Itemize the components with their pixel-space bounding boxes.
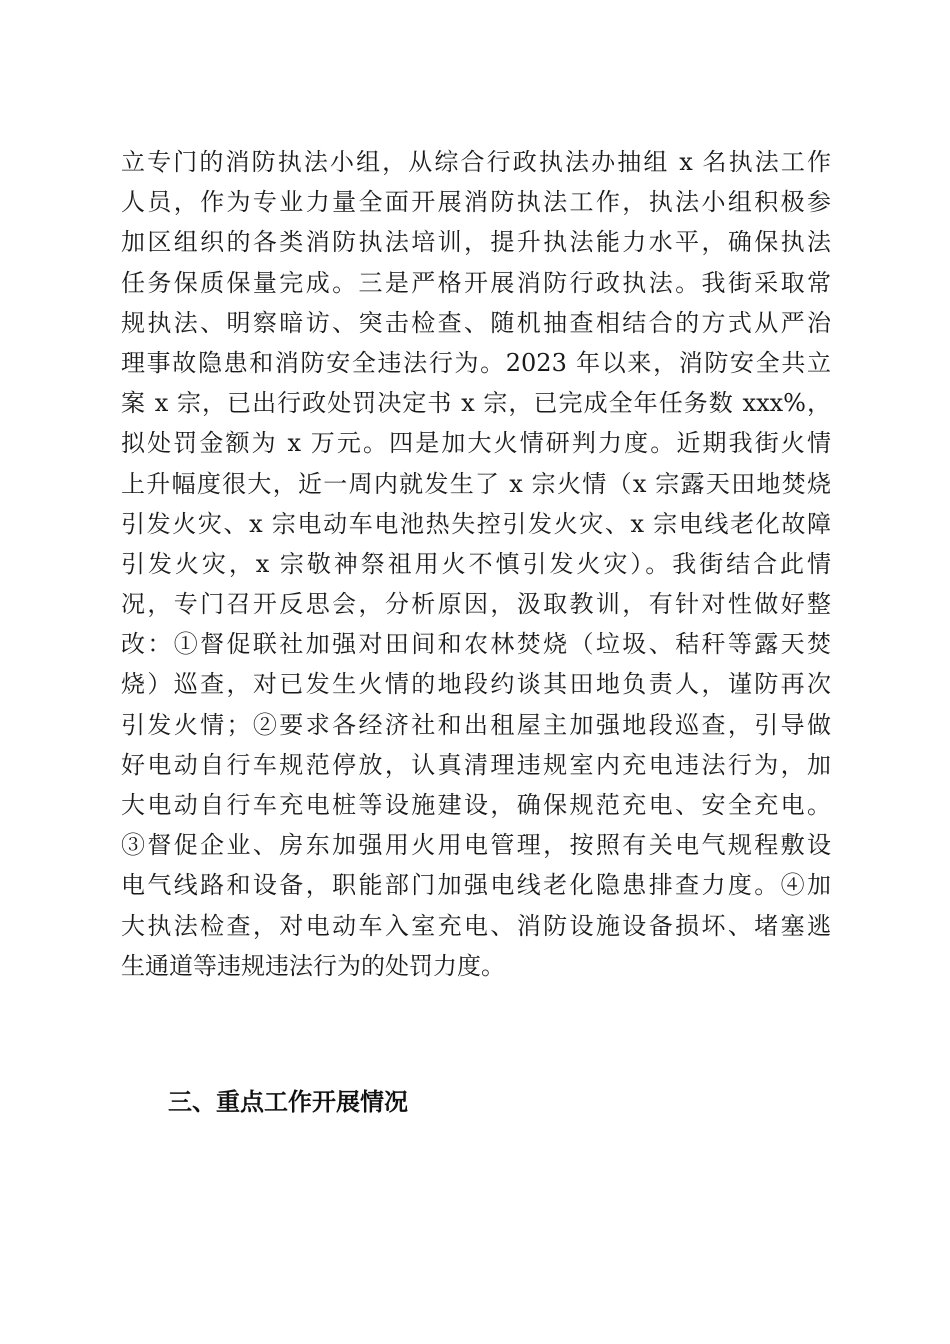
text-line: 规执法、明察暗访、突击检查、随机抽查相结合的方式从严治 [121,308,831,337]
text-line: 上升幅度很大，近一周内就发生了 x 宗火情（x 宗露天田地焚烧 [121,469,831,498]
text-line: 好电动自行车规范停放，认真清理违规室内充电违法行为，加 [121,750,831,779]
text-line: 人员，作为专业力量全面开展消防执法工作，执法小组积极参 [121,188,831,217]
text-line: 改：①督促联社加强对田间和农林焚烧（垃圾、秸秆等露天焚 [121,630,831,659]
text-line: 引发火灾、x 宗电动车电池热失控引发火灾、x 宗电线老化故障 [121,509,831,538]
text-line: 生通道等违规违法行为的处罚力度。 [121,951,505,980]
text-line: 大电动自行车充电桩等设施建设，确保规范充电、安全充电。 [121,791,831,819]
text-line: 引发火情；②要求各经济社和出租屋主加强地段巡查，引导做 [121,710,831,739]
text-line: ③督促企业、房东加强用火用电管理，按照有关电气规程敷设 [121,831,831,860]
text-line: 电气线路和设备，职能部门加强电线老化隐患排查力度。④加 [121,871,831,900]
text-line: 理事故隐患和消防安全违法行为。2023 年以来，消防安全共立 [121,348,831,377]
body-paragraph [121,142,831,986]
text-line: 大执法检查，对电动车入室充电、消防设施设备损坏、堵塞逃 [121,911,831,940]
text-line: 拟处罚金额为 x 万元。四是加大火情研判力度。近期我街火情 [121,429,831,458]
text-line: 况，专门召开反思会，分析原因，汲取教训，有针对性做好整 [121,590,831,619]
text-line: 引发火灾，x 宗敬神祭祖用火不慎引发火灾）。我街结合此情 [121,549,831,578]
text-line: 烧）巡查，对已发生火情的地段约谈其田地负责人，谨防再次 [121,670,831,699]
text-line: 立专门的消防执法小组，从综合行政执法办抽组 x 名执法工作 [121,148,831,176]
text-line: 任务保质保量完成。三是严格开展消防行政执法。我街采取常 [121,268,831,297]
text-line: 案 x 宗，已出行政处罚决定书 x 宗，已完成全年任务数 xxx%， [121,389,831,418]
section-heading: 三、重点工作开展情况 [168,1088,408,1116]
text-line: 加区组织的各类消防执法培训，提升执法能力水平，确保执法 [121,228,831,257]
